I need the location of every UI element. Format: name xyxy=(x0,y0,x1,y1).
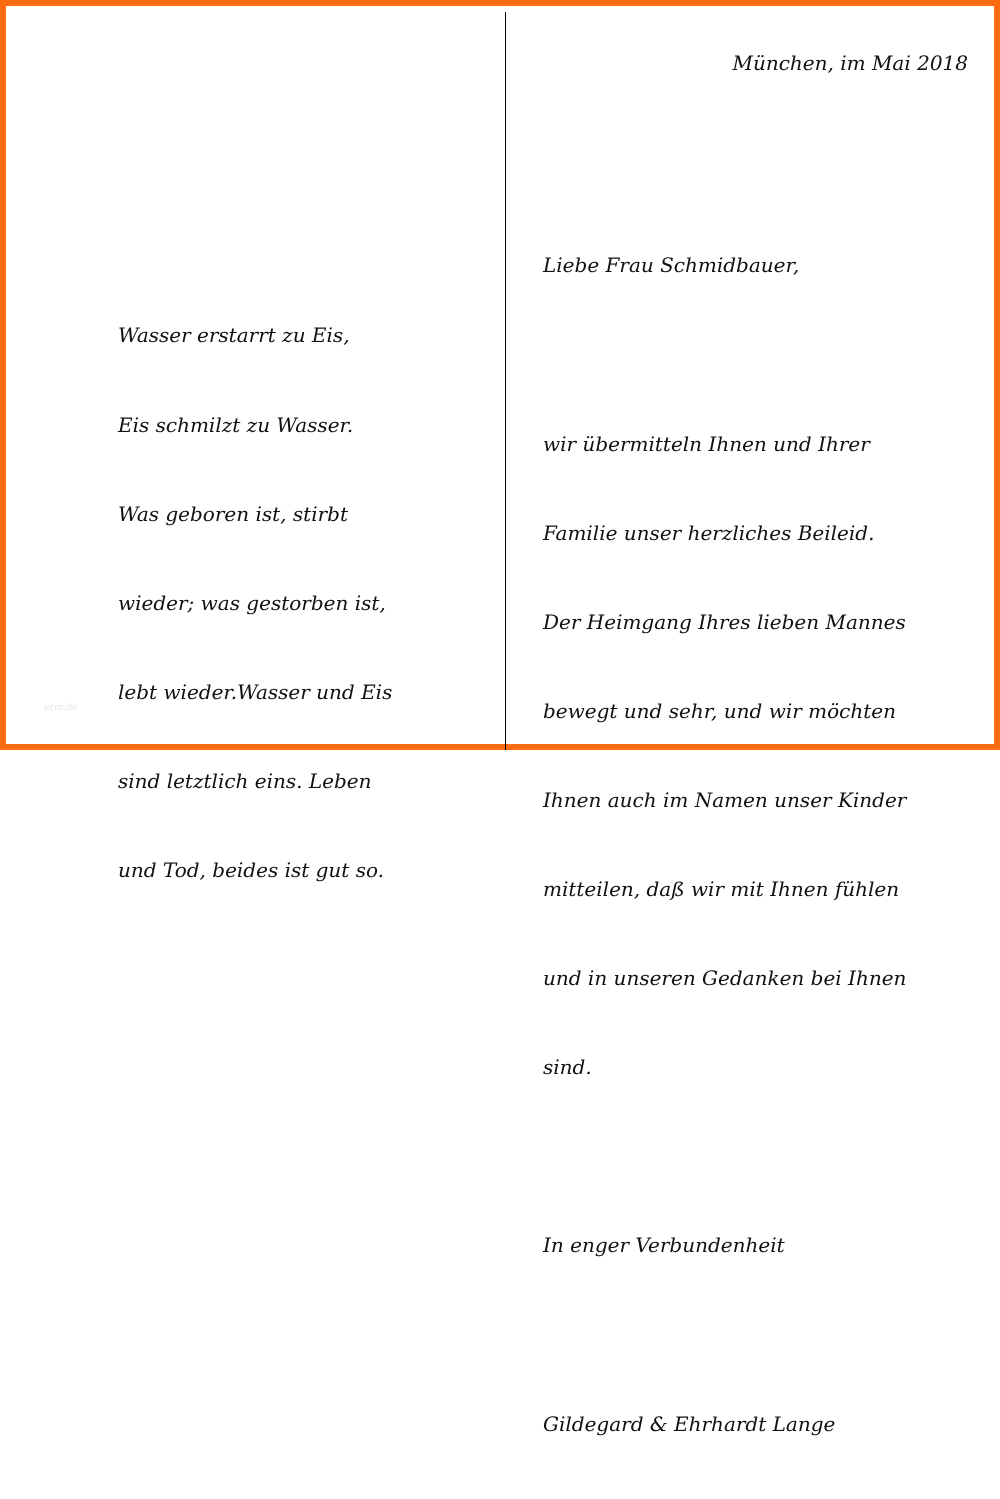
salutation: Liebe Frau Schmidbauer, xyxy=(543,253,800,278)
letter-date: München, im Mai 2018 xyxy=(732,51,968,75)
signature: Gildegard & Ehrhardt Lange xyxy=(543,1411,836,1436)
poem-line: Was geboren ist, stirbt xyxy=(118,501,348,526)
letter-line: und in unseren Gedanken bei Ihnen xyxy=(543,966,907,991)
poem-line: sind letztlich eins. Leben xyxy=(118,768,372,793)
watermark: ecro.de xyxy=(44,703,78,713)
paragraph-gap xyxy=(543,1142,906,1172)
letter-body xyxy=(543,192,906,1499)
letter-line: Familie unser herzliches Beileid. xyxy=(543,520,875,545)
poem-line: Eis schmilzt zu Wasser. xyxy=(118,412,354,437)
letter-line: wir übermitteln Ihnen und Ihrer xyxy=(543,431,870,456)
letter-line: Ihnen auch im Namen unser Kinder xyxy=(543,787,907,812)
fold-line xyxy=(505,12,506,750)
poem xyxy=(118,262,392,945)
closing: In enger Verbundenheit xyxy=(543,1233,785,1258)
poem-line: Wasser erstarrt zu Eis, xyxy=(118,323,350,348)
poem-line: wieder; was gestorben ist, xyxy=(118,590,386,615)
poem-line: und Tod, beides ist gut so. xyxy=(118,857,385,882)
letter-line: mitteilen, daß wir mit Ihnen fühlen xyxy=(543,877,900,902)
letter-line: sind. xyxy=(543,1055,592,1080)
poem-line: lebt wieder.Wasser und Eis xyxy=(118,679,393,704)
letter-line: Der Heimgang Ihres lieben Mannes xyxy=(543,609,906,634)
paragraph-gap xyxy=(543,341,906,371)
paragraph-gap xyxy=(543,1321,906,1351)
letter-line: bewegt und sehr, und wir möchten xyxy=(543,698,896,723)
